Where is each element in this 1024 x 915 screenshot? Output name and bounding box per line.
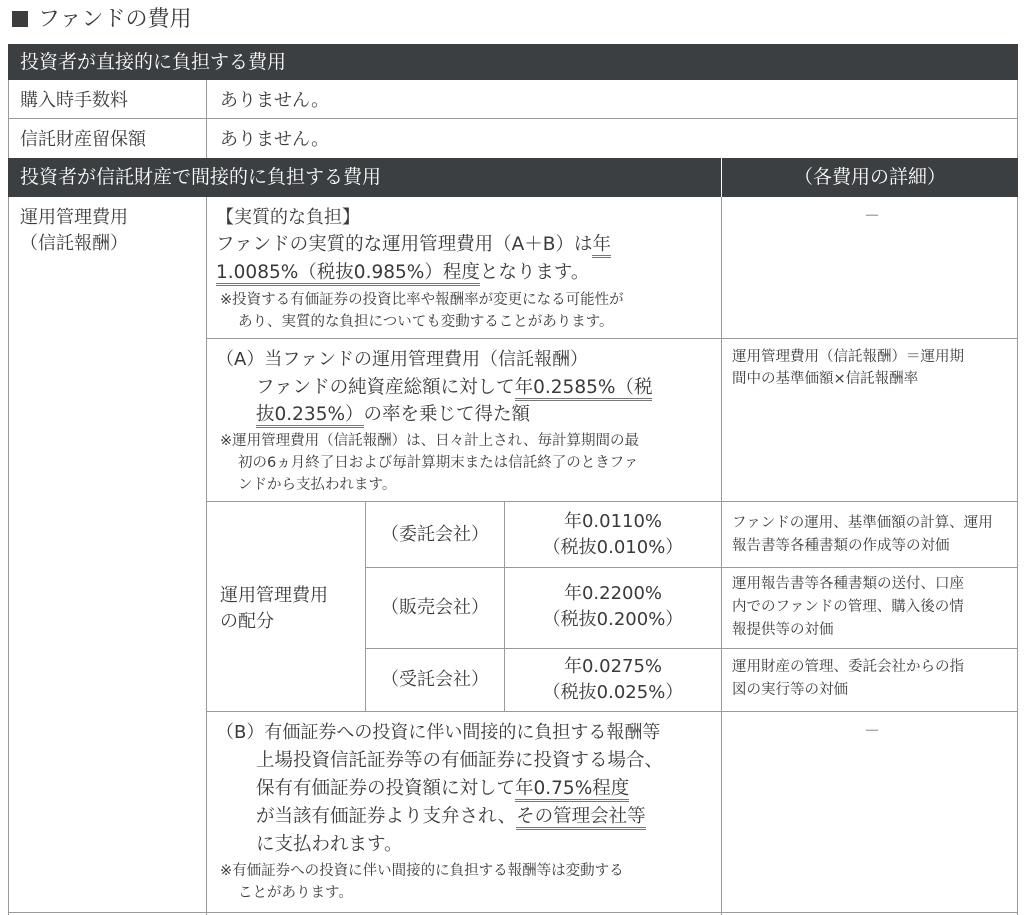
fee-b-note-line2: ことがあります。 xyxy=(238,885,353,901)
direct-costs-header xyxy=(8,44,1018,80)
indirect-costs-header xyxy=(8,158,721,197)
real-burden-note-line1: ※投資する有価証券の投資比率や報酬率が変更になる可能性が xyxy=(220,292,624,308)
divider xyxy=(721,197,722,915)
direct-costs-header-text: 投資者が直接的に負担する費用 xyxy=(20,51,287,73)
fee-a-title: （A）当ファンドの運用管理費用（信託報酬） xyxy=(216,349,588,370)
allocation-label-line1: 運用管理費用 xyxy=(220,585,328,606)
real-burden-title: 【実質的な負担】 xyxy=(216,207,360,228)
allocation-party-distributor: （販売会社） xyxy=(381,597,489,618)
fee-b-line3-text: が当該有価証券より支弁され、 xyxy=(256,806,517,827)
allocation-label-line2: の配分 xyxy=(220,611,274,632)
fee-b-detail: － xyxy=(864,721,881,740)
fee-a-line2-text: の率を乗じて得た額 xyxy=(363,404,531,425)
purchase-fee-label: 購入時手数料 xyxy=(20,90,128,111)
divider xyxy=(365,567,1018,568)
divider xyxy=(206,197,207,915)
fee-b-line3 xyxy=(256,803,646,830)
allocation-desc-trustor-line2: 報告書等各種書類の作成等の対価 xyxy=(732,538,950,554)
fee-a-detail-line2: 間中の基準価額×信託報酬率 xyxy=(732,371,919,387)
allocation-rate-trustee: 年0.0275% xyxy=(563,656,663,677)
real-burden-note-line2: あり、実質的な負担についても変動することがあります。 xyxy=(238,314,614,330)
divider xyxy=(206,711,1018,712)
fee-b-rate: 年0.75%程度 xyxy=(515,778,629,802)
real-burden-line2-text: となります。 xyxy=(479,262,590,283)
section-heading-text: ファンドの費用 xyxy=(38,7,192,32)
divider xyxy=(206,80,207,158)
divider xyxy=(8,118,1018,119)
allocation-desc-distributor-line1: 運用報告書等各種書類の送付、口座 xyxy=(732,576,964,592)
management-fee-sublabel: （信託報酬） xyxy=(20,233,128,254)
fee-b-line2 xyxy=(256,775,629,802)
fee-b-line4: に支払われます。 xyxy=(256,834,403,855)
fee-a-note-line3: ンドから支払われます。 xyxy=(238,477,397,493)
fee-a-note-line2: 初の6ヵ月終了日および毎計算期末または信託終了のときファ xyxy=(238,455,639,471)
fee-a-rate: 抜0.235%） xyxy=(256,404,364,428)
fee-b-line1: 上場投資信託証券等の有価証券に投資する場合、 xyxy=(256,750,664,771)
fee-b-manager: その管理会社等 xyxy=(516,806,646,830)
real-burden-line2 xyxy=(216,259,589,286)
fee-b-title: （B）有価証券への投資に伴い間接的に負担する報酬等 xyxy=(216,722,661,743)
fee-a-note-line1: ※運用管理費用（信託報酬）は、日々計上され、毎計算期間の最 xyxy=(220,433,640,449)
divider xyxy=(365,648,1018,649)
section-heading xyxy=(12,4,192,36)
allocation-rate-ex-distributor: （税抜0.200%） xyxy=(542,609,684,630)
real-burden-line1 xyxy=(216,231,611,258)
allocation-desc-distributor-line3: 報提供等の対価 xyxy=(732,622,834,638)
allocation-desc-distributor-line2: 内でのファンドの管理、購入後の情 xyxy=(732,599,964,615)
allocation-rate-trustor: 年0.0110% xyxy=(563,511,663,532)
indirect-costs-header-text: 投資者が信託財産で間接的に負担する費用 xyxy=(20,166,382,188)
square-bullet-icon xyxy=(12,11,28,27)
allocation-party-trustee: （受託会社） xyxy=(381,669,489,690)
divider xyxy=(206,338,1018,339)
management-fee-label: 運用管理費用 xyxy=(20,207,128,228)
detail-column-header xyxy=(722,158,1018,197)
retention-fee-value: ありません。 xyxy=(220,129,330,150)
real-burden-rate: 1.0085%（税抜0.985%）程度 xyxy=(216,262,480,286)
fee-a-detail-line1: 運用管理費用（信託報酬）＝運用期 xyxy=(732,349,964,365)
fee-a-line1 xyxy=(256,374,652,401)
fee-a-line1-text: ファンドの純資産総額に対して xyxy=(256,377,515,398)
fee-a-rate-start: 年0.2585%（税 xyxy=(515,377,653,401)
allocation-party-trustor: （委託会社） xyxy=(381,524,489,545)
real-burden-detail: － xyxy=(864,206,881,225)
real-burden-line1-text: ファンドの実質的な運用管理費用（A＋B）は xyxy=(216,234,593,255)
fee-b-line2-text: 保有有価証券の投資額に対して xyxy=(256,778,516,799)
divider xyxy=(206,501,1018,502)
allocation-desc-trustor-line1: ファンドの運用、基準価額の計算、運用 xyxy=(732,515,993,531)
real-burden-rate-start: 年 xyxy=(592,234,611,258)
allocation-rate-distributor: 年0.2200% xyxy=(563,583,663,604)
allocation-desc-trustee-line2: 図の実行等の対価 xyxy=(732,682,848,698)
detail-column-header-text: （各費用の詳細） xyxy=(793,166,946,188)
retention-fee-label: 信託財産留保額 xyxy=(20,129,146,150)
purchase-fee-value: ありません。 xyxy=(220,90,330,111)
allocation-desc-trustee-line1: 運用財産の管理、委託会社からの指 xyxy=(732,659,964,675)
fee-a-line2 xyxy=(256,401,530,428)
allocation-rate-ex-trustee: （税抜0.025%） xyxy=(542,682,684,703)
allocation-rate-ex-trustor: （税抜0.010%） xyxy=(542,537,684,558)
fee-b-note-line1: ※有価証券への投資に伴い間接的に負担する報酬等は変動する xyxy=(220,863,624,879)
divider xyxy=(8,912,1018,913)
